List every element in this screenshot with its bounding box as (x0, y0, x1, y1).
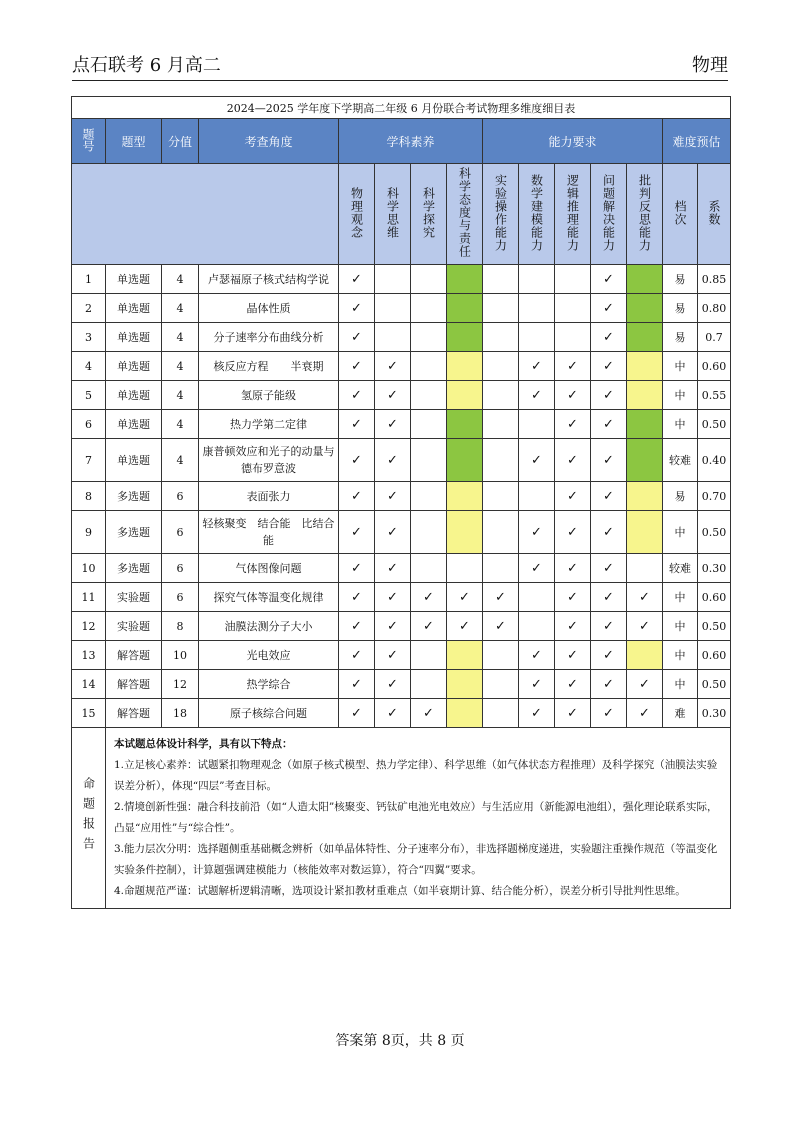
question-topic: 光电效应 (199, 641, 339, 670)
check-cell: ✓ (591, 699, 627, 728)
sub-ability-4: 问题解决能力 (591, 164, 627, 265)
check-cell: ✓ (483, 612, 519, 641)
grid-cell (627, 511, 663, 554)
question-type: 解答题 (106, 699, 162, 728)
grid-cell (519, 294, 555, 323)
report-point: 2.情境创新性强：融合科技前沿（如“人造太阳”核聚变、钙钛矿电池光电效应）与生活应用（新能源电池组），强化理论联系实际，凸显“应用性”与“综合性”。 (114, 801, 718, 834)
check-cell: ✓ (375, 583, 411, 612)
check-cell: ✓ (339, 641, 375, 670)
page-header (72, 54, 728, 81)
question-number: 5 (72, 381, 106, 410)
grid-cell (483, 381, 519, 410)
difficulty-level: 中 (663, 511, 698, 554)
header-ability: 能力要求 (483, 119, 663, 164)
grid-cell (483, 482, 519, 511)
check-cell: ✓ (555, 612, 591, 641)
question-score: 4 (162, 352, 199, 381)
check-cell: ✓ (555, 439, 591, 482)
check-cell: ✓ (447, 612, 483, 641)
difficulty-level: 中 (663, 612, 698, 641)
difficulty-coef: 0.85 (698, 265, 731, 294)
grid-cell (447, 439, 483, 482)
check-cell: ✓ (591, 583, 627, 612)
check-cell: ✓ (339, 583, 375, 612)
table-row (72, 410, 731, 439)
grid-cell (411, 670, 447, 699)
question-topic: 氢原子能级 (199, 381, 339, 410)
check-cell: ✓ (339, 612, 375, 641)
question-number: 14 (72, 670, 106, 699)
check-cell: ✓ (591, 511, 627, 554)
question-number: 1 (72, 265, 106, 294)
sub-difficulty-level: 档次 (663, 164, 698, 265)
grid-cell (447, 323, 483, 352)
sub-ability-3: 逻辑推理能力 (555, 164, 591, 265)
difficulty-level: 易 (663, 265, 698, 294)
question-score: 18 (162, 699, 199, 728)
grid-cell (411, 294, 447, 323)
header-type: 题型 (106, 119, 162, 164)
subject-name: 物理 (692, 55, 728, 76)
question-score: 4 (162, 265, 199, 294)
grid-cell (447, 482, 483, 511)
detail-table (71, 96, 731, 909)
check-cell: ✓ (591, 265, 627, 294)
question-number: 7 (72, 439, 106, 482)
sub-literacy-1: 物理观念 (339, 164, 375, 265)
sub-ability-2: 数学建模能力 (519, 164, 555, 265)
check-cell: ✓ (591, 482, 627, 511)
difficulty-coef: 0.50 (698, 670, 731, 699)
check-cell: ✓ (519, 641, 555, 670)
question-topic: 油膜法测分子大小 (199, 612, 339, 641)
question-number: 15 (72, 699, 106, 728)
grid-cell (519, 410, 555, 439)
difficulty-coef: 0.60 (698, 641, 731, 670)
grid-cell (411, 323, 447, 352)
grid-cell (483, 323, 519, 352)
check-cell: ✓ (339, 439, 375, 482)
sub-literacy-3: 科学探究 (411, 164, 447, 265)
grid-cell (483, 439, 519, 482)
table-title: 2024—2025 学年度下学期高二年级 6 月份联合考试物理多维度细目表 (72, 97, 731, 119)
question-topic: 原子核综合问题 (199, 699, 339, 728)
check-cell: ✓ (375, 554, 411, 583)
check-cell: ✓ (375, 612, 411, 641)
grid-cell (447, 352, 483, 381)
grid-cell (447, 294, 483, 323)
table-row (72, 265, 731, 294)
grid-cell (447, 554, 483, 583)
check-cell: ✓ (555, 511, 591, 554)
difficulty-level: 中 (663, 352, 698, 381)
question-score: 4 (162, 439, 199, 482)
header-num: 题号 (72, 119, 106, 164)
report-body (106, 728, 731, 909)
table-row (72, 439, 731, 482)
difficulty-level: 易 (663, 323, 698, 352)
check-cell: ✓ (627, 583, 663, 612)
check-cell: ✓ (591, 410, 627, 439)
subheader-blank (72, 164, 339, 265)
difficulty-level: 中 (663, 670, 698, 699)
question-topic: 卢瑟福原子核式结构学说 (199, 265, 339, 294)
table-row (72, 699, 731, 728)
table-row (72, 482, 731, 511)
check-cell: ✓ (339, 699, 375, 728)
question-type: 单选题 (106, 294, 162, 323)
check-cell: ✓ (483, 583, 519, 612)
question-topic: 气体图像问题 (199, 554, 339, 583)
grid-cell (627, 641, 663, 670)
check-cell: ✓ (555, 699, 591, 728)
difficulty-level: 难 (663, 699, 698, 728)
difficulty-coef: 0.7 (698, 323, 731, 352)
check-cell: ✓ (519, 511, 555, 554)
check-cell: ✓ (555, 482, 591, 511)
table-row (72, 294, 731, 323)
grid-cell (411, 482, 447, 511)
grid-cell (447, 381, 483, 410)
check-cell: ✓ (555, 641, 591, 670)
grid-cell (519, 612, 555, 641)
difficulty-level: 较难 (663, 554, 698, 583)
difficulty-level: 中 (663, 583, 698, 612)
check-cell: ✓ (519, 439, 555, 482)
question-type: 解答题 (106, 641, 162, 670)
question-score: 8 (162, 612, 199, 641)
header-score: 分值 (162, 119, 199, 164)
check-cell: ✓ (555, 554, 591, 583)
header-difficulty: 难度预估 (663, 119, 731, 164)
grid-cell (483, 699, 519, 728)
question-score: 6 (162, 583, 199, 612)
question-number: 11 (72, 583, 106, 612)
table-row (72, 381, 731, 410)
check-cell: ✓ (519, 670, 555, 699)
difficulty-coef: 0.30 (698, 699, 731, 728)
question-number: 10 (72, 554, 106, 583)
question-number: 3 (72, 323, 106, 352)
check-cell: ✓ (411, 699, 447, 728)
header-angle: 考查角度 (199, 119, 339, 164)
check-cell: ✓ (339, 294, 375, 323)
check-cell: ✓ (375, 641, 411, 670)
check-cell: ✓ (339, 352, 375, 381)
report-label: 命题报告 (72, 728, 106, 909)
check-cell: ✓ (339, 323, 375, 352)
difficulty-coef: 0.80 (698, 294, 731, 323)
check-cell: ✓ (375, 670, 411, 699)
question-type: 单选题 (106, 439, 162, 482)
grid-cell (411, 554, 447, 583)
check-cell: ✓ (339, 265, 375, 294)
check-cell: ✓ (591, 554, 627, 583)
difficulty-coef: 0.60 (698, 583, 731, 612)
difficulty-coef: 0.50 (698, 612, 731, 641)
table-row (72, 583, 731, 612)
grid-cell (411, 265, 447, 294)
table-row (72, 511, 731, 554)
table-row (72, 612, 731, 641)
check-cell: ✓ (375, 511, 411, 554)
grid-cell (411, 381, 447, 410)
check-cell: ✓ (591, 294, 627, 323)
question-topic: 晶体性质 (199, 294, 339, 323)
grid-cell (627, 381, 663, 410)
question-number: 2 (72, 294, 106, 323)
check-cell: ✓ (555, 670, 591, 699)
check-cell: ✓ (375, 381, 411, 410)
table-row (72, 670, 731, 699)
check-cell: ✓ (339, 554, 375, 583)
question-topic: 分子速率分布曲线分析 (199, 323, 339, 352)
grid-cell (627, 554, 663, 583)
check-cell: ✓ (519, 554, 555, 583)
check-cell: ✓ (339, 381, 375, 410)
grid-cell (627, 265, 663, 294)
check-cell: ✓ (339, 511, 375, 554)
sub-ability-1: 实验操作能力 (483, 164, 519, 265)
report-lead: 本试题总体设计科学，具有以下特点： (114, 738, 293, 750)
grid-cell (447, 670, 483, 699)
check-cell: ✓ (591, 641, 627, 670)
question-topic: 热力学第二定律 (199, 410, 339, 439)
sub-literacy-4: 科学态度与责任 (447, 164, 483, 265)
question-type: 多选题 (106, 554, 162, 583)
grid-cell (483, 410, 519, 439)
grid-cell (447, 511, 483, 554)
grid-cell (411, 439, 447, 482)
grid-cell (519, 583, 555, 612)
grid-cell (447, 699, 483, 728)
grid-cell (375, 294, 411, 323)
check-cell: ✓ (447, 583, 483, 612)
grid-cell (627, 323, 663, 352)
question-type: 单选题 (106, 410, 162, 439)
question-type: 单选题 (106, 323, 162, 352)
check-cell: ✓ (375, 352, 411, 381)
difficulty-level: 易 (663, 294, 698, 323)
grid-cell (483, 265, 519, 294)
question-score: 4 (162, 294, 199, 323)
question-type: 单选题 (106, 381, 162, 410)
question-score: 6 (162, 482, 199, 511)
grid-cell (483, 294, 519, 323)
check-cell: ✓ (375, 439, 411, 482)
table-row (72, 641, 731, 670)
check-cell: ✓ (555, 352, 591, 381)
question-type: 单选题 (106, 352, 162, 381)
grid-cell (627, 410, 663, 439)
sub-literacy-2: 科学思维 (375, 164, 411, 265)
grid-cell (519, 323, 555, 352)
question-topic: 核反应方程 半衰期 (199, 352, 339, 381)
sub-ability-5: 批判反思能力 (627, 164, 663, 265)
difficulty-level: 易 (663, 482, 698, 511)
grid-cell (627, 294, 663, 323)
difficulty-level: 中 (663, 410, 698, 439)
table-row (72, 352, 731, 381)
grid-cell (483, 511, 519, 554)
check-cell: ✓ (339, 482, 375, 511)
check-cell: ✓ (555, 583, 591, 612)
check-cell: ✓ (591, 670, 627, 699)
check-cell: ✓ (411, 612, 447, 641)
question-type: 单选题 (106, 265, 162, 294)
report-point: 3.能力层次分明：选择题侧重基础概念辨析（如单晶体特性、分子速率分布），非选择题梯度递进，实验题注重操作规范（等温变化实验条件控制），计算题强调建模能力（核能效率对数运算），符合“四翼”要求。 (114, 843, 718, 876)
question-score: 6 (162, 554, 199, 583)
question-number: 9 (72, 511, 106, 554)
question-topic: 热学综合 (199, 670, 339, 699)
report-row (72, 728, 731, 909)
grid-cell (627, 482, 663, 511)
check-cell: ✓ (591, 439, 627, 482)
check-cell: ✓ (375, 410, 411, 439)
question-topic: 康普顿效应和光子的动量与德布罗意波 (199, 439, 339, 482)
difficulty-level: 较难 (663, 439, 698, 482)
question-topic: 探究气体等温变化规律 (199, 583, 339, 612)
question-number: 13 (72, 641, 106, 670)
question-score: 10 (162, 641, 199, 670)
grid-cell (447, 265, 483, 294)
question-type: 实验题 (106, 612, 162, 641)
question-score: 6 (162, 511, 199, 554)
header-literacy: 学科素养 (339, 119, 483, 164)
table-row (72, 554, 731, 583)
question-score: 12 (162, 670, 199, 699)
grid-cell (627, 352, 663, 381)
difficulty-coef: 0.40 (698, 439, 731, 482)
question-topic: 表面张力 (199, 482, 339, 511)
difficulty-coef: 0.30 (698, 554, 731, 583)
page-footer: 答案第 8页，共 8 页 (335, 1033, 465, 1049)
check-cell: ✓ (555, 381, 591, 410)
grid-cell (555, 294, 591, 323)
question-score: 4 (162, 381, 199, 410)
grid-cell (411, 410, 447, 439)
question-type: 解答题 (106, 670, 162, 699)
check-cell: ✓ (411, 583, 447, 612)
grid-cell (411, 641, 447, 670)
check-cell: ✓ (591, 352, 627, 381)
difficulty-coef: 0.60 (698, 352, 731, 381)
grid-cell (411, 511, 447, 554)
grid-cell (519, 482, 555, 511)
difficulty-level: 中 (663, 641, 698, 670)
question-number: 4 (72, 352, 106, 381)
check-cell: ✓ (375, 699, 411, 728)
question-type: 多选题 (106, 511, 162, 554)
report-point: 4.命题规范严谨：试题解析逻辑清晰，选项设计紧扣教材重难点（如半衰期计算、结合能分析），误差分析引导批判性思维。 (114, 885, 686, 897)
grid-cell (483, 554, 519, 583)
grid-cell (627, 439, 663, 482)
question-score: 4 (162, 410, 199, 439)
check-cell: ✓ (627, 699, 663, 728)
question-topic: 轻核聚变 结合能 比结合能 (199, 511, 339, 554)
grid-cell (555, 323, 591, 352)
check-cell: ✓ (519, 381, 555, 410)
question-score: 4 (162, 323, 199, 352)
check-cell: ✓ (519, 352, 555, 381)
question-number: 8 (72, 482, 106, 511)
check-cell: ✓ (627, 612, 663, 641)
grid-cell (447, 641, 483, 670)
sub-difficulty-coef: 系数 (698, 164, 731, 265)
check-cell: ✓ (339, 670, 375, 699)
grid-cell (483, 641, 519, 670)
question-type: 多选题 (106, 482, 162, 511)
question-number: 12 (72, 612, 106, 641)
grid-cell (447, 410, 483, 439)
question-type: 实验题 (106, 583, 162, 612)
check-cell: ✓ (627, 670, 663, 699)
check-cell: ✓ (339, 410, 375, 439)
grid-cell (555, 265, 591, 294)
difficulty-level: 中 (663, 381, 698, 410)
check-cell: ✓ (555, 410, 591, 439)
grid-cell (519, 265, 555, 294)
grid-cell (375, 265, 411, 294)
check-cell: ✓ (591, 381, 627, 410)
difficulty-coef: 0.50 (698, 410, 731, 439)
difficulty-coef: 0.55 (698, 381, 731, 410)
grid-cell (411, 352, 447, 381)
grid-cell (483, 352, 519, 381)
check-cell: ✓ (591, 612, 627, 641)
grid-cell (483, 670, 519, 699)
table-row (72, 323, 731, 352)
check-cell: ✓ (591, 323, 627, 352)
question-number: 6 (72, 410, 106, 439)
difficulty-coef: 0.70 (698, 482, 731, 511)
report-point: 1.立足核心素养：试题紧扣物理观念（如原子核式模型、热力学定律）、科学思维（如气体状态方程推理）及科学探究（油膜法实验误差分析），体现“四层”考查目标。 (114, 759, 718, 792)
grid-cell (375, 323, 411, 352)
check-cell: ✓ (519, 699, 555, 728)
exam-name: 点石联考 6 月高二 (72, 55, 221, 76)
difficulty-coef: 0.50 (698, 511, 731, 554)
check-cell: ✓ (375, 482, 411, 511)
